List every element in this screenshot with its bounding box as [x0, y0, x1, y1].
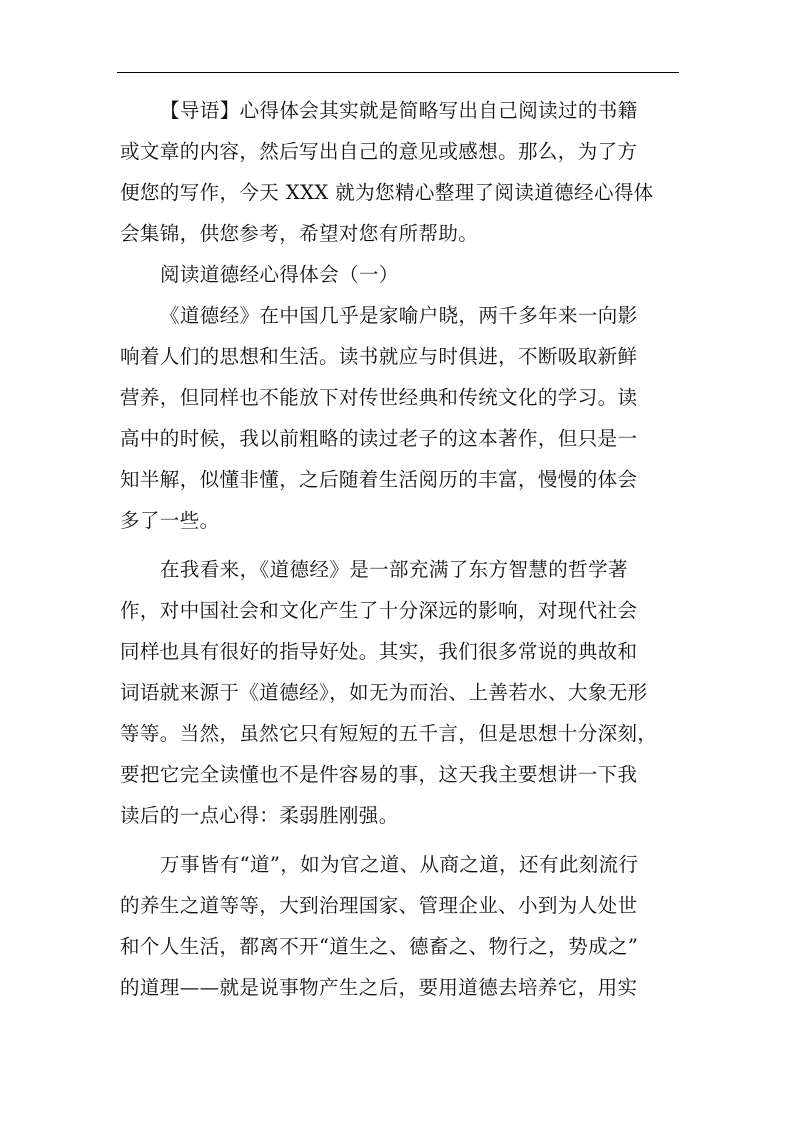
- paragraph-gap: [120, 836, 676, 844]
- section-title-text: 阅读道德经心得体会（一）: [160, 263, 399, 286]
- text-line: 营养，但同样也不能放下对传世经典和传统文化的学习。读: [120, 386, 638, 409]
- text-line: 响着人们的思想和生活。读书就应与时俱进，不断吸取新鲜: [120, 345, 638, 368]
- paragraph-gap: [120, 541, 676, 549]
- text-line: 等等。当然，虽然它只有短短的五千言，但是思想十分深刻，: [120, 722, 658, 745]
- text-line: 便您的写作，今天 XXX 就为您精心整理了阅读道德经心得体: [120, 181, 654, 204]
- text-line: 和个人生活，都离不开“道生之、德畜之、物行之，势成之”: [120, 935, 639, 958]
- header-rule: [117, 72, 679, 73]
- intro-paragraph: [120, 90, 676, 254]
- text-line: 《道德经》在中国几乎是家喻户晓，两千多年来一向影: [160, 304, 638, 327]
- text-line: 【导语】心得体会其实就是简略写出自己阅读过的书籍: [160, 99, 638, 122]
- document-body: [120, 90, 676, 1008]
- text-line: 词语就来源于《道德经》，如无为而治、上善若水、大象无形: [120, 681, 648, 704]
- text-line: 的养生之道等等，大到治理国家、管理企业、小到为人处世: [120, 894, 638, 917]
- text-line: 万事皆有“道”，如为官之道、从商之道，还有此刻流行: [160, 853, 639, 876]
- text-line: 知半解，似懂非懂，之后随着生活阅历的丰富，慢慢的体会: [120, 468, 638, 491]
- text-line: 在我看来，《道德经》是一部充满了东方智慧的哲学著: [160, 558, 628, 581]
- section-title: [120, 254, 676, 295]
- text-line: 要把它完全读懂也不是件容易的事，这天我主要想讲一下我: [120, 763, 638, 786]
- text-line: 多了一些。: [120, 509, 220, 532]
- text-line: 会集锦，供您参考，希望对您有所帮助。: [120, 222, 479, 245]
- body-paragraph: [120, 295, 676, 541]
- text-line: 作，对中国社会和文化产生了十分深远的影响，对现代社会: [120, 599, 638, 622]
- text-line: 同样也具有很好的指导好处。其实，我们很多常说的典故和: [120, 640, 638, 663]
- body-paragraph: [120, 549, 676, 836]
- body-paragraph: [120, 844, 676, 1008]
- text-line: 高中的时候，我以前粗略的读过老子的这本著作，但只是一: [120, 427, 638, 450]
- text-line: 的道理——就是说事物产生之后，要用道德去培养它，用实: [120, 976, 638, 999]
- text-line: 或文章的内容，然后写出自己的意见或感想。那么，为了方: [120, 140, 638, 163]
- text-line: 读后的一点心得：柔弱胜刚强。: [120, 804, 399, 827]
